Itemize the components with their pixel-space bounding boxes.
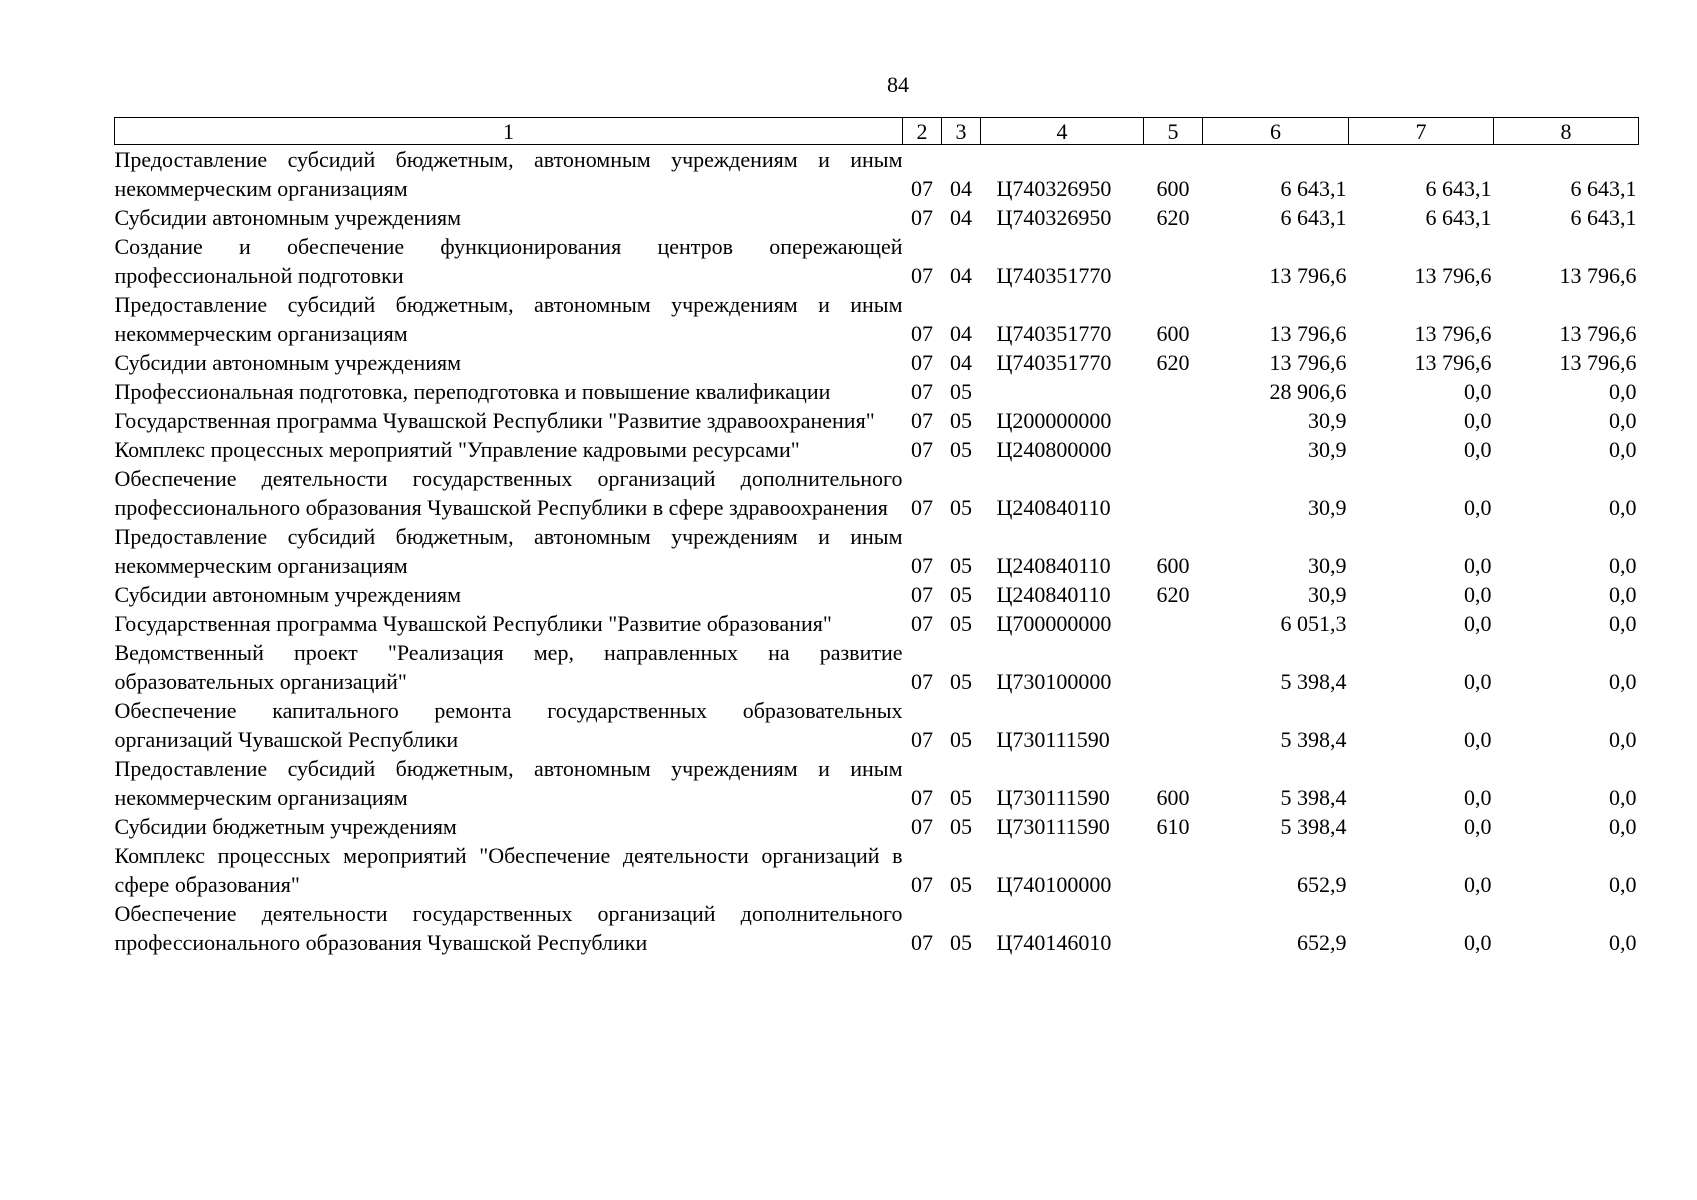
table-row xyxy=(115,464,1639,522)
table-row xyxy=(115,145,1639,204)
row-value-1: 652,9 xyxy=(1297,872,1347,897)
row-value-1: 6 051,3 xyxy=(1280,611,1347,636)
header-cell-name: 1 xyxy=(115,118,903,145)
row-section: 07 xyxy=(911,495,933,520)
row-name: Предоставление субсидий бюджетным, автономным учреждениям и иным некоммерческим организациям xyxy=(114,147,903,201)
row-name: Обеспечение деятельности государственных организаций дополнительного профессионального образования Чувашской Республики xyxy=(114,901,903,955)
row-name: Субсидии автономным учреждениям xyxy=(114,350,462,375)
row-value-2: 0,0 xyxy=(1464,727,1492,752)
row-value-2: 0,0 xyxy=(1464,872,1492,897)
row-expense-type xyxy=(1144,232,1203,290)
row-value-1: 13 796,6 xyxy=(1269,321,1347,346)
row-value-2: 13 796,6 xyxy=(1414,321,1492,346)
row-name: Субсидии автономным учреждениям xyxy=(114,582,462,607)
row-value-3: 0,0 xyxy=(1609,553,1637,578)
row-subsection: 05 xyxy=(950,669,972,694)
row-section: 07 xyxy=(911,669,933,694)
row-expense-type: 620 xyxy=(1156,582,1190,607)
table-row xyxy=(115,522,1639,580)
row-value-1: 13 796,6 xyxy=(1269,263,1347,288)
row-target-code: Ц740351770 xyxy=(996,350,1112,375)
row-value-1: 28 906,6 xyxy=(1269,379,1347,404)
header-cell-value-2: 7 xyxy=(1349,118,1494,145)
row-name: Ведомственный проект "Реализация мер, направленных на развитие образовательных организаций" xyxy=(114,640,903,694)
row-name: Предоставление субсидий бюджетным, автономным учреждениям и иным некоммерческим организациям xyxy=(114,292,903,346)
row-section: 07 xyxy=(911,176,933,201)
row-section: 07 xyxy=(911,205,933,230)
row-value-1: 30,9 xyxy=(1308,582,1347,607)
row-subsection: 05 xyxy=(950,582,972,607)
row-subsection: 05 xyxy=(950,437,972,462)
row-expense-type: 600 xyxy=(1156,785,1190,810)
row-target-code: Ц740326950 xyxy=(996,176,1112,201)
row-value-2: 0,0 xyxy=(1464,408,1492,433)
row-section: 07 xyxy=(911,379,933,404)
row-expense-type xyxy=(1144,464,1203,522)
row-expense-type: 600 xyxy=(1156,553,1190,578)
row-name: Предоставление субсидий бюджетным, автономным учреждениям и иным некоммерческим организациям xyxy=(114,756,903,810)
row-expense-type xyxy=(1144,406,1203,435)
row-name: Субсидии автономным учреждениям xyxy=(114,205,462,230)
row-value-1: 6 643,1 xyxy=(1280,176,1347,201)
row-subsection: 05 xyxy=(950,408,972,433)
row-value-2: 0,0 xyxy=(1464,785,1492,810)
row-value-3: 0,0 xyxy=(1609,582,1637,607)
row-value-1: 5 398,4 xyxy=(1280,669,1347,694)
table-row xyxy=(115,290,1639,348)
row-expense-type: 600 xyxy=(1156,321,1190,346)
row-value-3: 13 796,6 xyxy=(1559,263,1637,288)
table-row xyxy=(115,377,1639,406)
table-row xyxy=(115,203,1639,232)
row-expense-type: 620 xyxy=(1156,350,1190,375)
table-row xyxy=(115,696,1639,754)
row-section: 07 xyxy=(911,814,933,839)
row-value-1: 30,9 xyxy=(1308,437,1347,462)
row-subsection: 04 xyxy=(950,205,972,230)
table-row xyxy=(115,609,1639,638)
row-target-code: Ц740326950 xyxy=(996,205,1112,230)
row-name: Обеспечение капитального ремонта государственных образовательных организаций Чувашской Республики xyxy=(114,698,903,752)
header-cell-expense-type: 5 xyxy=(1144,118,1203,145)
row-name: Субсидии бюджетным учреждениям xyxy=(114,814,457,839)
row-name: Предоставление субсидий бюджетным, автономным учреждениям и иным некоммерческим организациям xyxy=(114,524,903,578)
header-cell-section: 2 xyxy=(903,118,942,145)
row-subsection: 04 xyxy=(950,321,972,346)
row-value-1: 30,9 xyxy=(1308,495,1347,520)
row-value-3: 0,0 xyxy=(1609,669,1637,694)
table-row xyxy=(115,812,1639,841)
row-target-code: Ц730100000 xyxy=(996,669,1112,694)
row-target-code: Ц740146010 xyxy=(996,930,1112,955)
row-value-2: 13 796,6 xyxy=(1414,263,1492,288)
table-row xyxy=(115,754,1639,812)
row-value-3: 0,0 xyxy=(1609,408,1637,433)
row-value-2: 0,0 xyxy=(1464,495,1492,520)
row-subsection: 05 xyxy=(950,872,972,897)
row-value-1: 5 398,4 xyxy=(1280,727,1347,752)
row-subsection: 05 xyxy=(950,930,972,955)
row-name: Государственная программа Чувашской Республики "Развитие образования" xyxy=(114,611,832,636)
row-section: 07 xyxy=(911,727,933,752)
row-target-code: Ц730111590 xyxy=(996,814,1110,839)
row-section: 07 xyxy=(911,263,933,288)
row-value-3: 0,0 xyxy=(1609,437,1637,462)
row-value-3: 0,0 xyxy=(1609,495,1637,520)
row-subsection: 05 xyxy=(950,727,972,752)
row-value-2: 6 643,1 xyxy=(1425,176,1492,201)
row-value-1: 30,9 xyxy=(1308,553,1347,578)
row-expense-type xyxy=(1144,377,1203,406)
row-value-2: 0,0 xyxy=(1464,611,1492,636)
row-target-code: Ц730111590 xyxy=(996,727,1110,752)
row-value-3: 13 796,6 xyxy=(1559,321,1637,346)
table-row xyxy=(115,841,1639,899)
row-value-2: 0,0 xyxy=(1464,582,1492,607)
header-cell-target: 4 xyxy=(981,118,1144,145)
row-value-2: 6 643,1 xyxy=(1425,205,1492,230)
header-cell-value-1: 6 xyxy=(1203,118,1349,145)
table-row xyxy=(115,638,1639,696)
row-name: Государственная программа Чувашской Республики "Развитие здравоохранения" xyxy=(114,408,875,433)
row-value-3: 0,0 xyxy=(1609,930,1637,955)
row-value-3: 0,0 xyxy=(1609,611,1637,636)
row-value-2: 13 796,6 xyxy=(1414,350,1492,375)
row-value-1: 13 796,6 xyxy=(1269,350,1347,375)
row-section: 07 xyxy=(911,350,933,375)
row-value-3: 0,0 xyxy=(1609,727,1637,752)
row-subsection: 04 xyxy=(950,263,972,288)
row-value-2: 0,0 xyxy=(1464,930,1492,955)
row-expense-type: 620 xyxy=(1156,205,1190,230)
row-target-code: Ц740351770 xyxy=(996,321,1112,346)
budget-table xyxy=(114,117,1639,957)
row-section: 07 xyxy=(911,872,933,897)
header-cell-value-3: 8 xyxy=(1494,118,1639,145)
row-section: 07 xyxy=(911,582,933,607)
row-target-code: Ц700000000 xyxy=(996,611,1112,636)
row-name: Комплекс процессных мероприятий "Обеспечение деятельности организаций в сфере образования" xyxy=(114,843,903,897)
row-value-2: 0,0 xyxy=(1464,814,1492,839)
table-row xyxy=(115,435,1639,464)
row-name: Создание и обеспечение функционирования центров опережающей профессиональной подготовки xyxy=(114,234,903,288)
table-row xyxy=(115,580,1639,609)
row-subsection: 05 xyxy=(950,495,972,520)
row-value-1: 5 398,4 xyxy=(1280,814,1347,839)
row-subsection: 05 xyxy=(950,814,972,839)
row-target-code: Ц740100000 xyxy=(996,872,1112,897)
row-section: 07 xyxy=(911,321,933,346)
row-expense-type: 610 xyxy=(1156,814,1190,839)
row-value-2: 0,0 xyxy=(1464,553,1492,578)
row-name: Профессиональная подготовка, переподготовка и повышение квалификации xyxy=(114,379,831,404)
row-target-code: Ц240800000 xyxy=(996,437,1112,462)
table-body xyxy=(115,145,1639,958)
row-value-1: 5 398,4 xyxy=(1280,785,1347,810)
row-subsection: 05 xyxy=(950,785,972,810)
table-row xyxy=(115,406,1639,435)
row-name: Комплекс процессных мероприятий "Управление кадровыми ресурсами" xyxy=(114,437,800,462)
row-section: 07 xyxy=(911,553,933,578)
row-value-3: 13 796,6 xyxy=(1559,350,1637,375)
table-row xyxy=(115,899,1639,957)
row-target-code: Ц240840110 xyxy=(996,582,1111,607)
row-value-3: 0,0 xyxy=(1609,872,1637,897)
row-target-code xyxy=(981,377,1144,406)
row-expense-type xyxy=(1144,638,1203,696)
row-subsection: 04 xyxy=(950,176,972,201)
table-header xyxy=(115,118,1639,145)
row-value-3: 6 643,1 xyxy=(1570,176,1637,201)
row-value-3: 0,0 xyxy=(1609,814,1637,839)
page-number: 84 xyxy=(887,72,909,97)
row-value-3: 0,0 xyxy=(1609,379,1637,404)
header-row xyxy=(115,118,1639,145)
row-value-3: 0,0 xyxy=(1609,785,1637,810)
row-section: 07 xyxy=(911,437,933,462)
row-value-1: 30,9 xyxy=(1308,408,1347,433)
row-subsection: 05 xyxy=(950,611,972,636)
row-expense-type xyxy=(1144,609,1203,638)
row-value-2: 0,0 xyxy=(1464,379,1492,404)
row-expense-type xyxy=(1144,435,1203,464)
row-value-3: 6 643,1 xyxy=(1570,205,1637,230)
row-target-code: Ц200000000 xyxy=(996,408,1112,433)
row-value-2: 0,0 xyxy=(1464,669,1492,694)
row-value-2: 0,0 xyxy=(1464,437,1492,462)
row-value-1: 652,9 xyxy=(1297,930,1347,955)
row-expense-type xyxy=(1144,841,1203,899)
row-section: 07 xyxy=(911,611,933,636)
row-expense-type: 600 xyxy=(1156,176,1190,201)
row-section: 07 xyxy=(911,408,933,433)
header-cell-subsection: 3 xyxy=(942,118,981,145)
row-target-code: Ц240840110 xyxy=(996,553,1111,578)
row-value-1: 6 643,1 xyxy=(1280,205,1347,230)
row-section: 07 xyxy=(911,785,933,810)
row-subsection: 05 xyxy=(950,379,972,404)
row-expense-type xyxy=(1144,899,1203,957)
row-name: Обеспечение деятельности государственных организаций дополнительного профессионального образования Чувашской Республики в сфере здравоохранения xyxy=(114,466,903,520)
row-target-code: Ц730111590 xyxy=(996,785,1110,810)
row-subsection: 05 xyxy=(950,553,972,578)
row-section: 07 xyxy=(911,930,933,955)
row-expense-type xyxy=(1144,696,1203,754)
row-target-code: Ц240840110 xyxy=(996,495,1111,520)
table-row xyxy=(115,348,1639,377)
row-subsection: 04 xyxy=(950,350,972,375)
row-target-code: Ц740351770 xyxy=(996,263,1112,288)
table-row xyxy=(115,232,1639,290)
